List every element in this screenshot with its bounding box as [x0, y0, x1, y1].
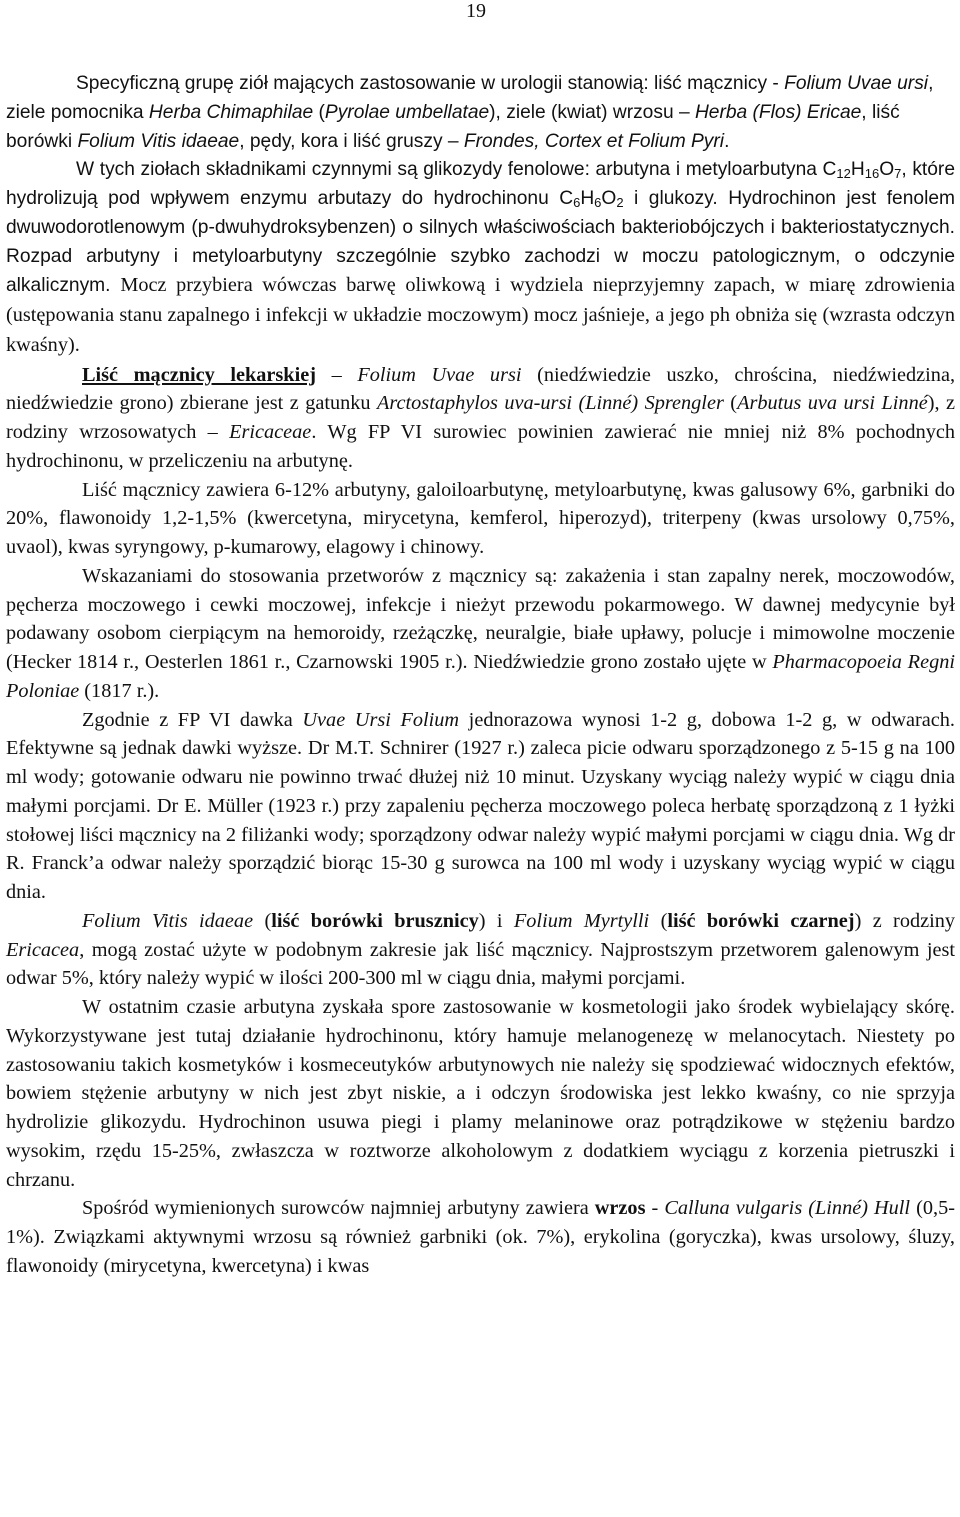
text-run: , ziele pomocnika — [6, 73, 934, 123]
subscript: 6 — [573, 195, 581, 210]
text-run: ) i — [478, 909, 514, 932]
text-run: Specyficzną grupę ziół mających zastosowanie w urologii stanowią: liść mącznicy - — [76, 73, 785, 94]
bold-term: Liść mącznicy lekarskiej — [82, 363, 316, 386]
text-run: O — [601, 188, 617, 209]
text-run: Spośród wymienionych surowców najmniej arbutyny zawiera — [82, 1197, 595, 1220]
subscript: 12 — [836, 166, 851, 182]
text-run: , mogą zostać użyte w podobnym zakresie jak liść mącznicy. Najprostszym przetworem galenowym jest odwar 5%, który należy wypić w ilości 200-300 ml w ciągu dnia, małymi porcjami. — [6, 938, 955, 990]
text-run: (1817 r.). — [79, 679, 160, 702]
subscript: 2 — [616, 195, 624, 210]
latin-name: Herba (Flos) Ericae — [694, 101, 862, 123]
paragraph-dosage — [6, 706, 955, 907]
latin-name: Folium Myrtylli — [513, 909, 650, 932]
latin-name: Calluna vulgaris (Linné) Hull — [664, 1197, 911, 1220]
text-run: ), z rodziny wrzosowatych – — [6, 392, 956, 443]
bold-term: liść borówki brusznicy — [271, 909, 479, 932]
text-run: ( — [313, 101, 325, 123]
latin-name: Arctostaphylos uva-ursi (Linné) Sprengler — [377, 392, 724, 415]
paragraph-urology-herbs — [6, 70, 955, 156]
latin-name: Pharmacopoeia Regni Poloniae — [6, 651, 955, 702]
paragraph-heather — [6, 1194, 955, 1280]
text-run: Mocz przybiera wówczas barwę oliwkową i wydziela nieprzyjemny zapach, w miarę zdrowienia (ustępowania stanu zapalnego i infekcji w układzie moczowym) mocz jaśnieje, a jego ph obniża się (wzrasta odczyn kwaśny). — [6, 274, 955, 356]
paragraph-indications — [6, 562, 955, 706]
text-run: ( — [253, 909, 272, 932]
latin-name: Ericacea — [6, 938, 80, 961]
text-run: ) z rodziny — [854, 909, 956, 932]
latin-name: Folium Vitis idaeae — [82, 909, 254, 932]
text-run: H — [580, 188, 595, 209]
text-run: ( — [649, 909, 668, 932]
text-run: , liść borówki — [6, 101, 900, 152]
text-run: W tych ziołach składnikami czynnymi są glikozydy fenolowe: arbutyna i metyloarbutyna C — [76, 159, 837, 181]
text-run: (niedźwiedzie uszko, chrościna, niedźwiedzina, niedźwiedzie grono) zbierane jest z gatunku — [6, 363, 956, 415]
bold-term: wrzos — [594, 1197, 646, 1220]
paragraph-leaf-composition: Liść mącznicy zawiera 6-12% arbutyny, galoiloarbutynę, metyloarbutynę, kwas galusowy 6%, garbniki do 20%, flawonoidy 1,2-1,5% (kwercetyna, mirycetyna, kemferol, hiperozyd), triterpeny (kwas ursolowy 0,75%, uvaol), kwas syryngowy, p-kumarowy, elagowy i chinowy. — [6, 478, 955, 558]
latin-name: Ericaceae — [229, 421, 312, 443]
text-run: Hydrochinon jest fenolem dwuwodorotlenowym (p-dwuhydroksybenzen) o silnych właściwościach bakteriobójczych i bakteriostatycznych. Rozpad arbutyny i metyloarbutyny szczególnie szybko zachodzi w moczu patologicznym, o odczynie alkalicznym. — [6, 188, 955, 297]
latin-name: Uvae Ursi Folium — [302, 708, 460, 731]
latin-name: Arbutus uva ursi Linné — [737, 392, 928, 415]
subscript: 7 — [894, 166, 902, 182]
latin-name: Folium Uvae ursi — [784, 73, 929, 94]
document-body — [6, 70, 955, 1281]
text-run: ( — [723, 392, 738, 415]
paragraph-lingonberry-bilberry — [6, 907, 955, 993]
text-run: i glukozy. — [623, 188, 718, 209]
bold-term: liść borówki czarnej — [667, 909, 855, 932]
page-number: 19 — [466, 0, 486, 22]
text-run: Wskazaniami do stosowania przetworów z mącznicy są: zakażenia i stan zapalny nerek, moczowodów, pęcherza moczowego i cewki moczowej, infekcje i nieżyt przewodu pokarmowego. W dawnej medycynie był podawany osobom cierpiącym na hemoroidy, rzeżączkę, neuralgie, białe upławy, polucje i mimowolne moczenie (Hecker 1814 r., Oesterlen 1861 r., Czarnowski 1905 r.). Niedźwiedzie grono zostało ujęte w — [6, 564, 955, 673]
subscript: 6 — [594, 195, 602, 210]
text-run: . — [724, 130, 730, 152]
latin-name: Folium Uvae ursi — [357, 363, 522, 386]
latin-name: Frondes, Cortex et Folium Pyri — [463, 130, 725, 152]
paragraph-arbutin-chemistry — [6, 156, 955, 360]
subscript: 16 — [864, 166, 880, 182]
text-run: , które hydrolizują pod wpływem enzymu arbutazy do hydrochinonu C — [6, 159, 955, 209]
text-run: (0,5-1%). Związkami aktywnymi wrzosu są również garbniki (ok. 7%), erykolina (goryczka), kwas ursolowy, śluzy, flawonoidy (mirycetyna, kwercetyna) i kwas — [6, 1197, 955, 1277]
text-run: jednorazowa wynosi 1-2 g, dobowa 1-2 g, w odwarach. Efektywne są jednak dawki wyższe. Dr M.T. Schnirer (1927 r.) zaleca picie odwaru sporządzonego z 5-15 g na 100 ml wody; gotowanie odwaru nie powinno trwać dłużej niż 10 minut. Uzyskany wyciąg należy wypić w ciągu dnia małymi porcjami. Dr E. Müller (1923 r.) przy zapaleniu pęcherza moczowego poleca herbatę sporządzoną z 1 łyżki stołowej liści mącznicy na 2 filiżanki wody; sporządzony odwar należy wypić małymi porcjami w ciągu dnia. Wg dr R. Franck’a odwar należy sporządzić biorąc 15-30 g surowca na 100 ml wody i uzyskany wyciąg wypić w ciągu dnia. — [6, 708, 955, 903]
text-run: H — [850, 159, 865, 181]
text-run: ), ziele (kwiat) wrzosu – — [489, 101, 695, 123]
text-run: - — [645, 1197, 665, 1220]
text-run: – — [315, 363, 358, 386]
text-run: Zgodnie z FP VI dawka — [82, 708, 303, 731]
text-run: O — [879, 159, 895, 181]
latin-name: Herba Chimaphilae — [148, 101, 314, 123]
paragraph-cosmetology: W ostatnim czasie arbutyna zyskała spore zastosowanie w kosmetologii jako środek wybielający skórę. Wykorzystywane jest tutaj działanie hydrochinonu, który hamuje melanogenezę w melanocytach. Niestety po zastosowaniu takich kosmetyków i kosmeceutyków arbutynowych nie należy się spodziewać widocznych efektów, bowiem stężenie arbutyny w nich jest zbyt niskie, a i odczyn środowiska jest lekko kwaśny, co nie sprzyja hydrolizie glikozydu. Hydrochinon usuwa piegi i plamy melaninowe oraz potrądzikowe w stężeniu bardzo wysokim, rzędu 15-25%, zwłaszcza w roztworze alkoholowym z dodatkiem wyciągu z korzenia pietruszki i chrzanu. — [6, 996, 955, 1191]
text-run: . Wg FP VI surowiec powinien zawierać nie mniej niż 8% pochodnych hydrochinonu, w przeliczeniu na arbutynę. — [6, 421, 955, 472]
latin-name: Pyrolae umbellatae — [324, 101, 490, 123]
paragraph-bearberry-leaf — [6, 361, 955, 476]
latin-name: Folium Vitis idaeae — [77, 130, 240, 152]
text-run: , pędy, kora i liść gruszy – — [239, 130, 464, 152]
